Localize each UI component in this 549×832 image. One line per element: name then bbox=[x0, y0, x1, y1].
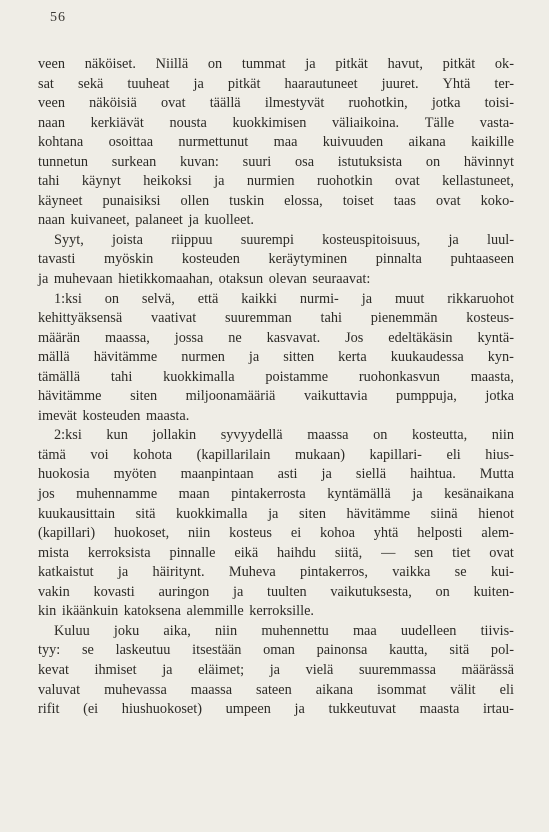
text-line: veen näköiset. Niillä on tummat ja pitkät havut, pitkät ok- bbox=[38, 56, 514, 72]
text-line: tämällä tahi kuokkimalla poistamme ruohonkasvun maasta, bbox=[38, 368, 514, 385]
text-line: kin ikäänkuin katoksena alemmille kerroksille. bbox=[38, 603, 314, 620]
text-line: Kuluu joku aika, niin muhennettu maa uudelleen tiivis- bbox=[54, 622, 514, 639]
text-line: käyneet punaisiksi ollen tuskin elossa, toiset taas ovat koko- bbox=[38, 192, 514, 209]
text-line: (kapillari) huokoset, niin kosteus ei kohoa yhtä helposti alem- bbox=[38, 525, 514, 542]
text-line: ja muhevaan hietikkomaahan, otaksun olevan seuraavat: bbox=[38, 271, 371, 288]
text-line: tunnetun surkean kuvan: suuri osa istutuksista on hävinnyt bbox=[38, 153, 514, 170]
text-line: tyy: se laskeutuu itsestään oman painonsa kautta, sitä pol- bbox=[38, 642, 514, 659]
text-line: kevat ihmiset ja eläimet; ja vielä suuremmassa määrässä bbox=[38, 661, 514, 678]
text-line: valuvat muhevassa maassa sateen aikana isommat välit eli bbox=[38, 681, 514, 698]
text-line: tavasti myöskin kosteuden keräytyminen pinnalta puhtaaseen bbox=[38, 251, 514, 268]
text-line: naan kuivaneet, palaneet ja kuolleet. bbox=[38, 212, 255, 229]
text-line: 2:ksi kun jollakin syvyydellä maassa on kosteutta, niin bbox=[54, 427, 514, 444]
text-line: hävitämme siten miljoonamääriä vaikuttavia pumppuja, jotka bbox=[38, 388, 514, 405]
text-line: Syyt, joista riippuu suurempi kosteuspitoisuus, ja luul- bbox=[54, 231, 514, 248]
text-line: sat sekä tuuheat ja pitkät haarautuneet juuret. Yhtä ter- bbox=[38, 75, 514, 92]
text-line: vakin kovasti auringon ja tuulten vaikutuksesta, on kuiten- bbox=[38, 583, 514, 600]
text-line: kehittyäksensä vaativat suuremman tahi pienemmän kosteus- bbox=[38, 310, 514, 327]
text-line: kuukausittain sitä kuokkimalla ja siten hävitämme siinä hienot bbox=[38, 505, 514, 522]
text-line: naan kerkiävät nousta kuokkimisen väliaikoina. Tälle vasta- bbox=[38, 114, 514, 131]
text-line: katkaistut ja häiritynt. Muheva pintakerros, vaikka se kui- bbox=[38, 564, 514, 581]
text-line: mällä hävitämme nurmen ja sitten kerta kuukaudessa kyn- bbox=[38, 349, 514, 366]
page-number: 56 bbox=[50, 10, 66, 25]
text-line: 1:ksi on selvä, että kaikki nurmi- ja muut rikkaruohot bbox=[54, 290, 514, 307]
body-text bbox=[38, 55, 514, 720]
text-line: rifit (ei hiushuokoset) umpeen ja tukkeutuvat maasta irtau- bbox=[38, 701, 514, 718]
text-line: määrän maassa, jossa ne kasvavat. Jos edeltäkäsin kyntä- bbox=[38, 329, 514, 346]
text-line: huokosia myöten maanpintaan asti ja siellä haihtua. Mutta bbox=[38, 466, 514, 483]
text-line: mista kerroksista pinnalle eikä haihdu siitä, — sen tiet ovat bbox=[38, 544, 514, 561]
text-line: imevät kosteuden maasta. bbox=[38, 407, 190, 424]
text-line: tämä voi kohota (kapillarilain mukaan) kapillari- eli hius- bbox=[38, 446, 514, 463]
text-line: tahi käynyt heikoksi ja nurmien ruohotkin ovat kellastuneet, bbox=[38, 173, 514, 190]
text-line: jos muhennamme maan pintakerrosta kyntämällä ja kesänaikana bbox=[38, 486, 514, 503]
text-line: veen näköisiä ovat täällä ilmestyvät ruohotkin, jotka toisi- bbox=[38, 95, 514, 112]
text-line: kohtana osoittaa nurmettunut maa kuivuuden aikana kaikille bbox=[38, 134, 514, 151]
